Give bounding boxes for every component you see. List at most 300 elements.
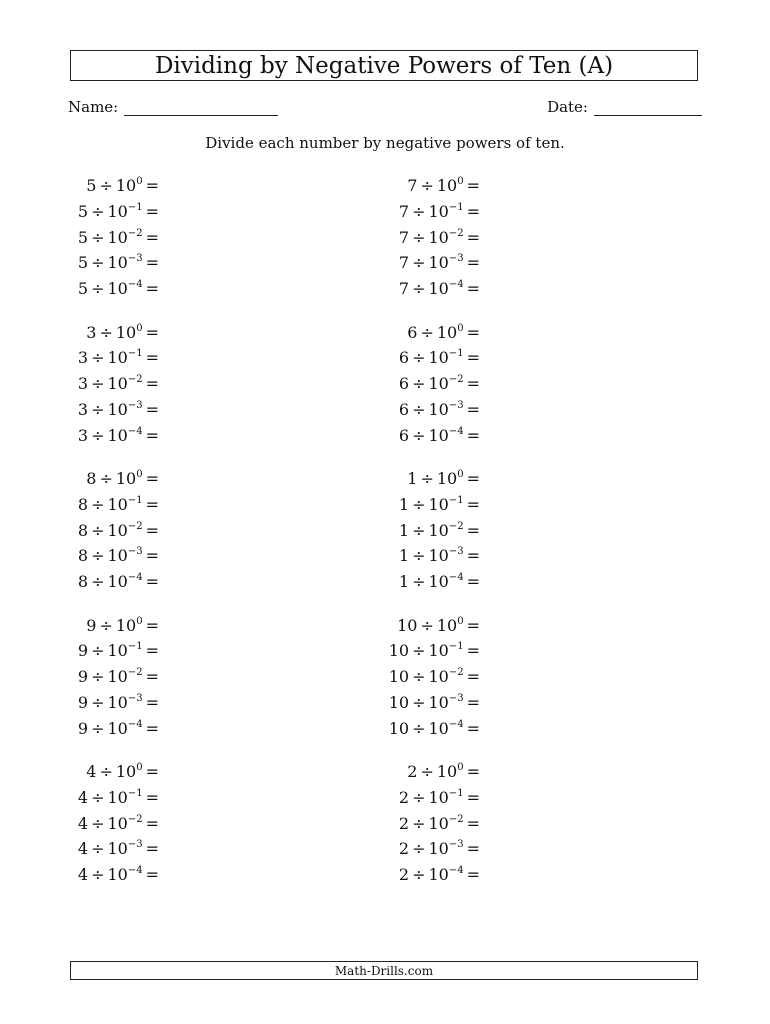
equals-sign: = <box>145 348 159 368</box>
power-base: 10 <box>107 201 128 221</box>
equals-sign: = <box>145 667 159 687</box>
power-base: 10 <box>428 839 449 859</box>
power-base: 10 <box>107 520 128 540</box>
dividend: 10 <box>388 641 410 661</box>
equals-sign: = <box>466 813 480 833</box>
power-base: 10 <box>115 615 137 635</box>
dividend: 7 <box>398 253 410 273</box>
equals-sign: = <box>466 762 480 781</box>
power-base: 10 <box>428 279 449 299</box>
divide-sign: ÷ <box>91 374 105 394</box>
problem-item <box>0 812 162 836</box>
problem-expression <box>86 467 162 491</box>
problem-expression <box>86 321 162 345</box>
dividend: 1 <box>398 520 410 540</box>
exponent: −1 <box>448 787 464 799</box>
problem-expression <box>78 570 162 594</box>
equals-sign: = <box>145 546 159 566</box>
worksheet-title <box>70 50 698 81</box>
dividend: 2 <box>407 762 418 781</box>
problem-item <box>0 570 162 594</box>
equals-sign: = <box>466 692 480 712</box>
power-base: 10 <box>436 615 458 635</box>
problem-item <box>0 467 162 491</box>
equals-sign: = <box>145 718 159 738</box>
problem-expression <box>78 251 162 275</box>
power-base: 10 <box>436 176 458 195</box>
power-base: 10 <box>428 425 449 445</box>
divide-sign: ÷ <box>91 348 105 368</box>
problem-item <box>283 467 483 491</box>
divide-sign: ÷ <box>412 201 426 221</box>
date-blank-line[interactable] <box>594 101 702 116</box>
problem-item <box>0 691 162 715</box>
problem-expression <box>407 321 483 345</box>
problem-expression <box>78 493 162 517</box>
problem-item <box>283 863 483 887</box>
problem-expression <box>78 519 162 543</box>
divide-sign: ÷ <box>99 615 113 635</box>
exponent: −1 <box>127 641 143 653</box>
divide-sign: ÷ <box>91 399 105 419</box>
exponent: −2 <box>127 227 143 239</box>
power-base: 10 <box>428 494 449 514</box>
equals-sign: = <box>466 253 480 273</box>
problem-item <box>0 372 162 396</box>
dividend: 5 <box>77 227 89 247</box>
problem-item <box>283 372 483 396</box>
problem-item <box>283 691 483 715</box>
dividend: 1 <box>398 546 410 566</box>
power-base: 10 <box>428 787 449 807</box>
problem-expression <box>78 277 162 301</box>
divide-sign: ÷ <box>412 279 426 299</box>
problem-item <box>283 837 483 861</box>
problem-item <box>283 760 483 784</box>
dividend: 6 <box>407 322 418 342</box>
exponent: −3 <box>448 253 464 265</box>
problem-expression <box>389 691 483 715</box>
problem-expression <box>407 467 483 491</box>
equals-sign: = <box>466 227 480 247</box>
equals-sign: = <box>466 865 480 885</box>
equals-sign: = <box>145 253 159 273</box>
exponent: 0 <box>457 322 464 334</box>
exponent: −1 <box>127 787 143 799</box>
power-base: 10 <box>107 546 128 566</box>
problem-expression <box>399 200 483 224</box>
equals-sign: = <box>145 520 159 540</box>
power-base: 10 <box>107 399 128 419</box>
dividend: 5 <box>77 279 89 299</box>
dividend: 6 <box>398 374 410 394</box>
dividend: 10 <box>397 615 418 635</box>
problem-expression <box>399 277 483 301</box>
problem-item <box>0 786 162 810</box>
problem-item <box>0 837 162 861</box>
dividend: 7 <box>398 227 410 247</box>
dividend: 8 <box>86 469 97 488</box>
equals-sign: = <box>466 667 480 687</box>
problem-item <box>0 200 162 224</box>
dividend: 2 <box>398 839 410 859</box>
power-base: 10 <box>428 572 449 592</box>
problem-expression <box>399 519 483 543</box>
divide-sign: ÷ <box>91 718 105 738</box>
divide-sign: ÷ <box>412 227 426 247</box>
problem-expression <box>399 372 483 396</box>
power-base: 10 <box>115 469 137 488</box>
divide-sign: ÷ <box>412 253 426 273</box>
problem-expression <box>399 398 483 422</box>
exponent: −3 <box>448 546 464 558</box>
power-base: 10 <box>107 572 128 592</box>
exponent: −4 <box>127 572 143 584</box>
problem-expression <box>78 786 162 810</box>
divide-sign: ÷ <box>412 839 426 859</box>
problem-item <box>283 346 483 370</box>
problem-expression <box>407 174 483 198</box>
divide-sign: ÷ <box>420 176 434 195</box>
exponent: −4 <box>448 718 464 730</box>
equals-sign: = <box>466 279 480 299</box>
problem-item <box>283 226 483 250</box>
problem-item <box>0 251 162 275</box>
power-base: 10 <box>107 279 128 299</box>
dividend: 8 <box>77 546 89 566</box>
exponent: 0 <box>457 469 464 480</box>
divide-sign: ÷ <box>91 865 105 885</box>
equals-sign: = <box>145 787 159 807</box>
power-base: 10 <box>436 469 458 488</box>
exponent: −4 <box>448 865 464 877</box>
divide-sign: ÷ <box>412 546 426 566</box>
dividend: 10 <box>388 718 410 738</box>
dividend: 6 <box>398 425 410 445</box>
dividend: 8 <box>77 520 89 540</box>
dividend: 4 <box>77 813 89 833</box>
problem-item <box>283 786 483 810</box>
dividend: 1 <box>398 494 410 514</box>
problem-expression <box>399 251 483 275</box>
dividend: 7 <box>398 201 410 221</box>
dividend: 5 <box>86 176 97 195</box>
dividend: 9 <box>77 641 89 661</box>
equals-sign: = <box>145 839 159 859</box>
problem-item <box>283 570 483 594</box>
problem-expression <box>78 424 162 448</box>
equals-sign: = <box>466 176 480 195</box>
problem-item <box>0 639 162 663</box>
problem-expression <box>78 346 162 370</box>
problem-item <box>283 174 483 198</box>
exponent: −3 <box>448 839 464 851</box>
problem-expression <box>86 174 162 198</box>
dividend: 7 <box>407 176 418 195</box>
equals-sign: = <box>145 641 159 661</box>
problem-expression <box>399 544 483 568</box>
problem-item <box>283 251 483 275</box>
exponent: −1 <box>448 348 464 360</box>
equals-sign: = <box>145 615 159 635</box>
exponent: −2 <box>127 520 143 532</box>
equals-sign: = <box>466 201 480 221</box>
problem-item <box>283 398 483 422</box>
power-base: 10 <box>428 520 449 540</box>
exponent: −3 <box>127 399 143 411</box>
divide-sign: ÷ <box>91 667 105 687</box>
exponent: −4 <box>127 865 143 877</box>
problem-item <box>0 321 162 345</box>
exponent: −1 <box>127 348 143 360</box>
equals-sign: = <box>466 322 480 342</box>
dividend: 2 <box>398 865 410 885</box>
equals-sign: = <box>466 615 480 635</box>
dividend: 9 <box>86 615 97 635</box>
divide-sign: ÷ <box>99 176 113 195</box>
divide-sign: ÷ <box>412 787 426 807</box>
problem-expression <box>399 786 483 810</box>
problem-expression <box>78 398 162 422</box>
equals-sign: = <box>145 865 159 885</box>
equals-sign: = <box>466 348 480 368</box>
problem-expression <box>78 691 162 715</box>
problem-item <box>0 665 162 689</box>
power-base: 10 <box>428 667 449 687</box>
exponent: −1 <box>448 641 464 653</box>
power-base: 10 <box>428 813 449 833</box>
problem-item <box>283 519 483 543</box>
problem-item <box>0 424 162 448</box>
exponent: −1 <box>448 201 464 213</box>
power-base: 10 <box>115 762 137 781</box>
problem-item <box>283 493 483 517</box>
power-base: 10 <box>428 374 449 394</box>
dividend: 5 <box>77 253 89 273</box>
dividend: 9 <box>77 718 89 738</box>
exponent: −4 <box>127 279 143 291</box>
problem-expression <box>78 544 162 568</box>
divide-sign: ÷ <box>420 762 434 781</box>
problem-item <box>0 863 162 887</box>
equals-sign: = <box>466 425 480 445</box>
problem-item <box>283 544 483 568</box>
equals-sign: = <box>145 813 159 833</box>
equals-sign: = <box>145 469 159 488</box>
problem-item <box>0 760 162 784</box>
problem-item <box>283 614 483 638</box>
problem-expression <box>397 614 483 638</box>
problem-expression <box>399 837 483 861</box>
power-base: 10 <box>428 201 449 221</box>
exponent: −1 <box>127 494 143 506</box>
power-base: 10 <box>107 253 128 273</box>
power-base: 10 <box>107 227 128 247</box>
dividend: 8 <box>77 572 89 592</box>
dividend: 10 <box>388 667 410 687</box>
problem-item <box>0 226 162 250</box>
exponent: −3 <box>127 253 143 265</box>
dividend: 8 <box>77 494 89 514</box>
equals-sign: = <box>466 494 480 514</box>
divide-sign: ÷ <box>99 762 113 781</box>
problem-expression <box>389 717 483 741</box>
power-base: 10 <box>107 374 128 394</box>
power-base: 10 <box>107 839 128 859</box>
equals-sign: = <box>145 494 159 514</box>
power-base: 10 <box>428 692 449 712</box>
divide-sign: ÷ <box>412 641 426 661</box>
power-base: 10 <box>107 865 128 885</box>
equals-sign: = <box>145 425 159 445</box>
equals-sign: = <box>145 572 159 592</box>
exponent: 0 <box>136 615 143 627</box>
problem-expression <box>399 424 483 448</box>
exponent: 0 <box>457 615 464 627</box>
problem-expression <box>86 760 162 784</box>
equals-sign: = <box>466 718 480 738</box>
exponent: −4 <box>448 572 464 584</box>
name-label: Name: <box>68 98 119 116</box>
exponent: 0 <box>457 176 464 187</box>
problem-expression <box>78 812 162 836</box>
name-blank-line[interactable] <box>124 101 278 116</box>
problem-expression <box>78 863 162 887</box>
dividend: 10 <box>388 692 410 712</box>
problem-expression <box>86 614 162 638</box>
title-text: Dividing by Negative Powers of Ten (A) <box>154 52 614 79</box>
exponent: −3 <box>127 692 143 704</box>
exponent: −1 <box>127 201 143 213</box>
problem-expression <box>399 812 483 836</box>
problem-item <box>283 424 483 448</box>
problem-expression <box>399 493 483 517</box>
divide-sign: ÷ <box>91 253 105 273</box>
date-field <box>547 98 702 116</box>
name-field <box>68 98 278 116</box>
equals-sign: = <box>145 692 159 712</box>
exponent: −4 <box>127 425 143 437</box>
power-base: 10 <box>107 787 128 807</box>
problem-expression <box>399 863 483 887</box>
power-base: 10 <box>107 641 128 661</box>
power-base: 10 <box>428 253 449 273</box>
equals-sign: = <box>145 374 159 394</box>
problem-item <box>283 277 483 301</box>
problem-expression <box>407 760 483 784</box>
equals-sign: = <box>145 279 159 299</box>
power-base: 10 <box>107 348 128 368</box>
exponent: 0 <box>136 469 143 480</box>
equals-sign: = <box>466 399 480 419</box>
equals-sign: = <box>145 176 159 195</box>
power-base: 10 <box>115 322 137 342</box>
exponent: −3 <box>127 839 143 851</box>
problem-expression <box>399 346 483 370</box>
power-base: 10 <box>428 348 449 368</box>
divide-sign: ÷ <box>91 201 105 221</box>
divide-sign: ÷ <box>412 374 426 394</box>
dividend: 9 <box>77 692 89 712</box>
dividend: 4 <box>77 839 89 859</box>
equals-sign: = <box>466 787 480 807</box>
problem-expression <box>78 200 162 224</box>
problem-expression <box>389 639 483 663</box>
dividend: 3 <box>77 399 89 419</box>
problem-expression <box>399 570 483 594</box>
equals-sign: = <box>466 374 480 394</box>
divide-sign: ÷ <box>91 494 105 514</box>
exponent: −2 <box>448 667 464 679</box>
divide-sign: ÷ <box>412 865 426 885</box>
power-base: 10 <box>107 718 128 738</box>
power-base: 10 <box>107 692 128 712</box>
power-base: 10 <box>107 667 128 687</box>
power-base: 10 <box>115 176 137 195</box>
dividend: 4 <box>86 762 97 781</box>
dividend: 7 <box>398 279 410 299</box>
date-label: Date: <box>547 98 588 116</box>
divide-sign: ÷ <box>420 615 434 635</box>
divide-sign: ÷ <box>91 692 105 712</box>
exponent: 0 <box>136 322 143 334</box>
problem-expression <box>78 665 162 689</box>
exponent: −1 <box>448 494 464 506</box>
problem-item <box>283 665 483 689</box>
equals-sign: = <box>466 469 480 488</box>
dividend: 4 <box>77 787 89 807</box>
equals-sign: = <box>466 641 480 661</box>
power-base: 10 <box>428 641 449 661</box>
divide-sign: ÷ <box>412 692 426 712</box>
equals-sign: = <box>145 322 159 342</box>
divide-sign: ÷ <box>420 469 434 488</box>
divide-sign: ÷ <box>91 813 105 833</box>
dividend: 9 <box>77 667 89 687</box>
divide-sign: ÷ <box>412 572 426 592</box>
equals-sign: = <box>145 399 159 419</box>
problem-item <box>0 614 162 638</box>
exponent: −2 <box>448 520 464 532</box>
divide-sign: ÷ <box>91 520 105 540</box>
dividend: 2 <box>398 787 410 807</box>
dividend: 2 <box>398 813 410 833</box>
problem-item <box>0 717 162 741</box>
power-base: 10 <box>107 813 128 833</box>
footer-text: Math-Drills.com <box>334 963 434 978</box>
equals-sign: = <box>145 227 159 247</box>
problem-item <box>0 277 162 301</box>
divide-sign: ÷ <box>412 813 426 833</box>
footer <box>70 961 698 980</box>
problem-item <box>283 321 483 345</box>
problem-expression <box>78 717 162 741</box>
divide-sign: ÷ <box>412 494 426 514</box>
problem-item <box>0 519 162 543</box>
divide-sign: ÷ <box>412 399 426 419</box>
divide-sign: ÷ <box>412 520 426 540</box>
power-base: 10 <box>107 425 128 445</box>
power-base: 10 <box>428 227 449 247</box>
problem-item <box>0 346 162 370</box>
divide-sign: ÷ <box>412 718 426 738</box>
divide-sign: ÷ <box>91 839 105 859</box>
exponent: −4 <box>448 279 464 291</box>
exponent: 0 <box>136 176 143 187</box>
power-base: 10 <box>436 762 458 781</box>
divide-sign: ÷ <box>91 227 105 247</box>
problem-item <box>0 493 162 517</box>
